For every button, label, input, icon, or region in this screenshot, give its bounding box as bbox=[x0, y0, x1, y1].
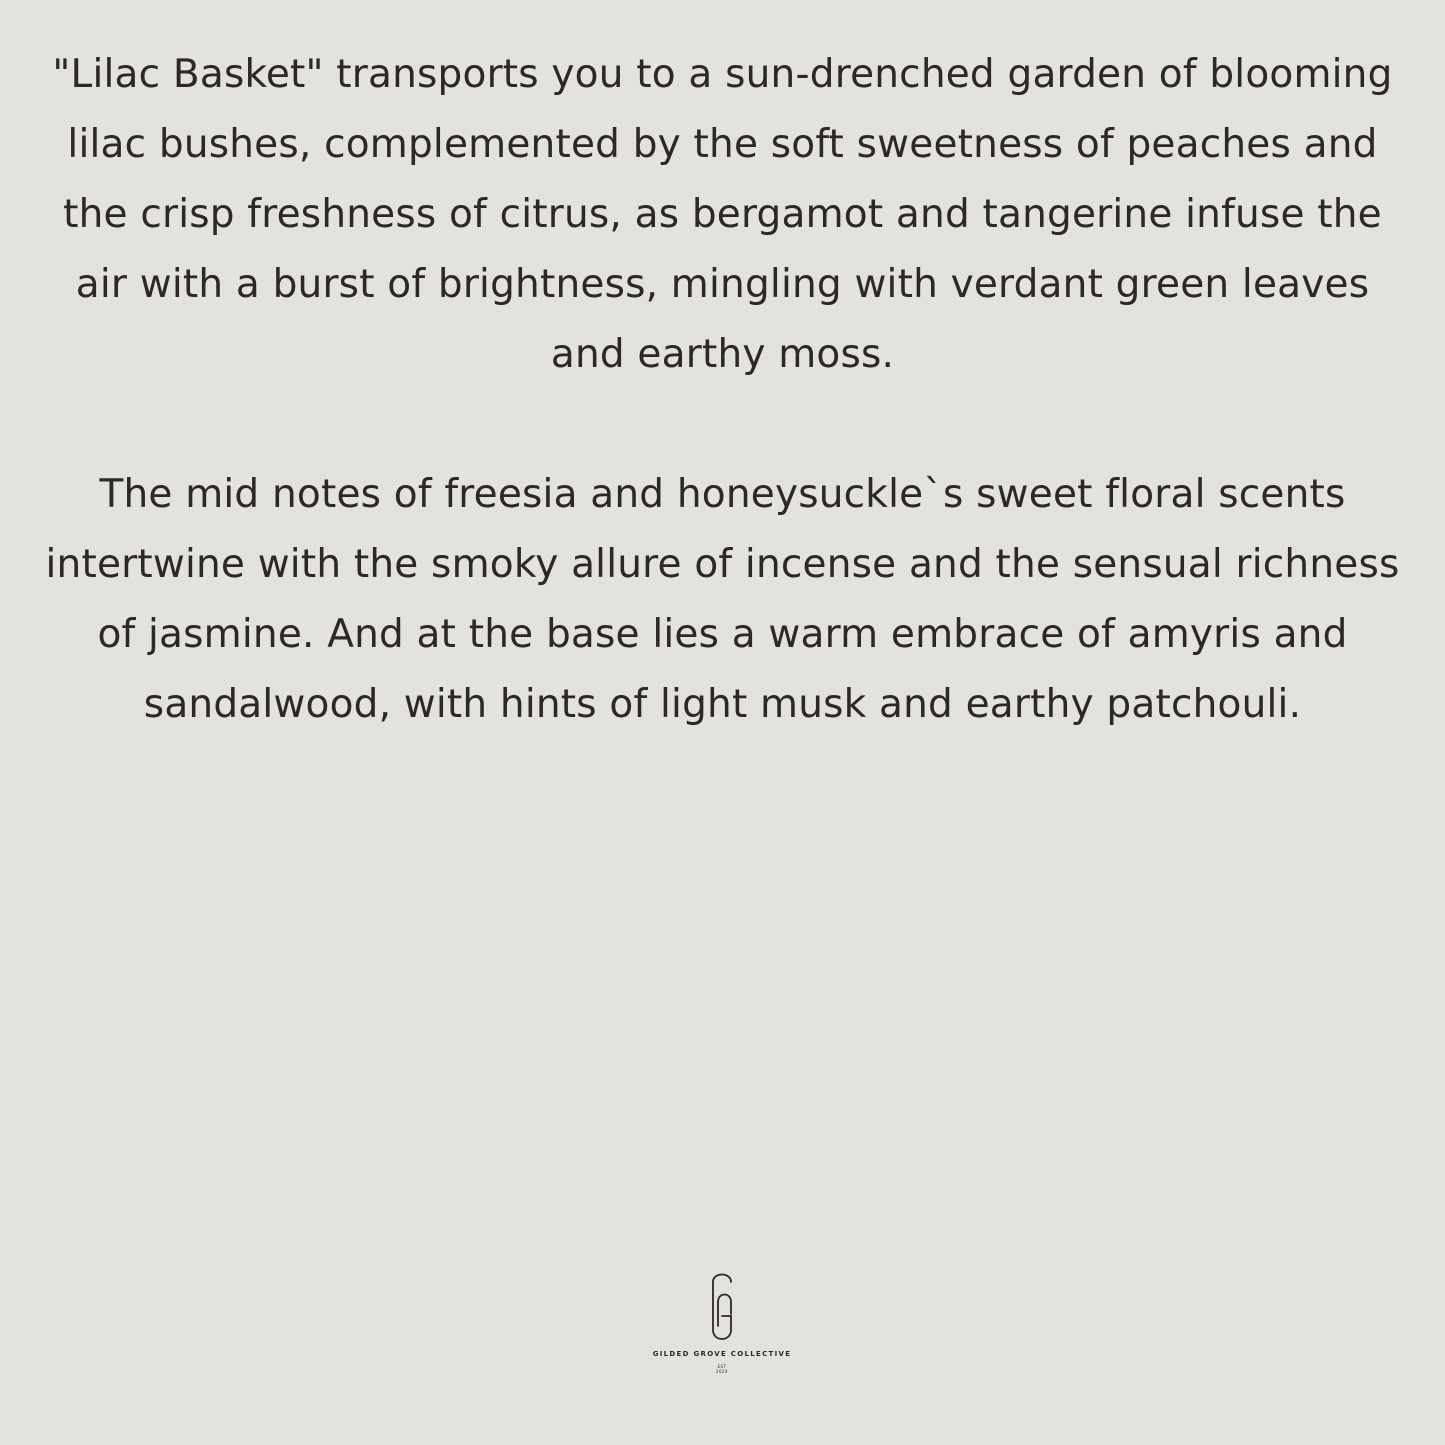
est-year: 2024 bbox=[715, 1369, 729, 1374]
gg-monogram-icon bbox=[707, 1268, 737, 1346]
product-description bbox=[40, 40, 1405, 740]
description-paragraph-mid-base-notes: The mid notes of freesia and honeysuckle`s sweet floral scents intertwine with the smoky allure of incense and the sensual richness of jasmine. And at the base lies a warm embrace of amyris and sandalwood, with hints of light musk and earthy patchouli. bbox=[45, 472, 1400, 727]
brand-logo bbox=[622, 1268, 822, 1388]
brand-established bbox=[622, 1364, 822, 1374]
brand-name: GILDED GROVE COLLECTIVE bbox=[652, 1350, 792, 1358]
est-label: EST bbox=[717, 1364, 727, 1369]
description-paragraph-top-notes: "Lilac Basket" transports you to a sun-drenched garden of blooming lilac bushes, complemented by the soft sweetness of peaches and the crisp freshness of citrus, as bergamot and tangerine infuse the air with a burst of brightness, mingling with verdant green leaves and earthy moss. bbox=[52, 52, 1393, 377]
